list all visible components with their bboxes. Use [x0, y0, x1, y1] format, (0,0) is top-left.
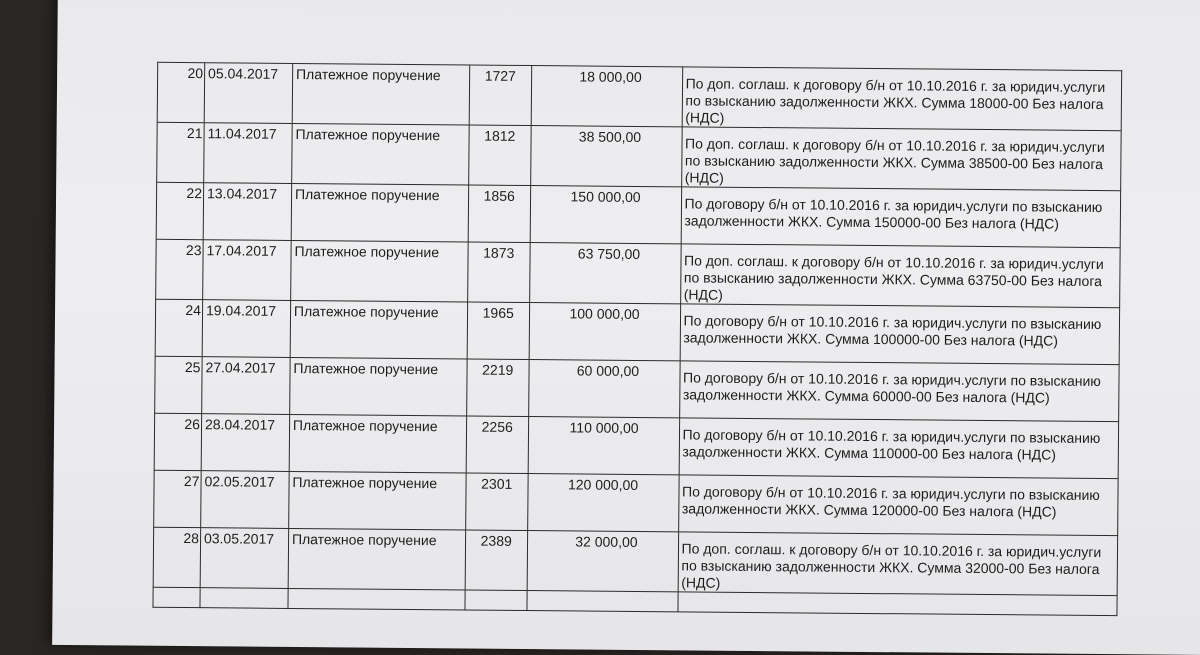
payment-amount: 100 000,00 [529, 303, 680, 361]
document-type: Платежное поручение [291, 240, 468, 302]
payment-purpose: По доп. соглаш. к договору б/н от 10.10.2016 г. за юридич.услуги по взысканию задолженности ЖКХ. Сумма 18000-00 Без налога (НДС) [682, 67, 1122, 131]
table-row [154, 413, 1118, 478]
document-type: Платежное поручение [289, 414, 466, 473]
document-type: Платежное поручение [292, 63, 469, 125]
document-number: 1856 [468, 185, 530, 243]
row-number-cut [153, 587, 200, 607]
document-number: 1812 [468, 125, 530, 186]
table-row [157, 122, 1121, 190]
payment-purpose: По договору б/н от 10.10.2016 г. за юридич.услуги по взысканию задолженности ЖКХ. Сумма 60000-00 Без налога (НДС) [679, 361, 1119, 422]
document-type: Платежное поручение [292, 123, 469, 185]
document-type: Платежное поручение [289, 471, 466, 530]
row-number: 26 [154, 413, 201, 470]
document-type-cut [288, 588, 465, 610]
table-row [156, 239, 1120, 307]
payment-date: 27.04.2017 [202, 357, 290, 415]
row-number: 28 [153, 527, 200, 587]
document-number: 2389 [465, 530, 527, 591]
table-row [156, 182, 1120, 247]
payment-purpose: По договору б/н от 10.10.2016 г. за юридич.услуги по взысканию задолженности ЖКХ. Сумма 100000-00 Без налога (НДС) [680, 304, 1120, 365]
payment-purpose: По доп. соглаш. к договору б/н от 10.10.2016 г. за юридич.услуги по взысканию задолженности ЖКХ. Сумма 32000-00 Без налога (НДС) [678, 532, 1118, 596]
table-row [153, 527, 1117, 595]
payment-purpose: По доп. соглаш. к договору б/н от 10.10.2016 г. за юридич.услуги по взысканию задолженности ЖКХ. Сумма 63750-00 Без налога (НДС) [680, 244, 1120, 308]
document-type: Платежное поручение [288, 528, 465, 590]
payment-amount: 120 000,00 [527, 474, 678, 532]
payment-date: 17.04.2017 [203, 240, 291, 301]
payment-amount: 150 000,00 [530, 186, 681, 244]
payment-date: 28.04.2017 [201, 414, 289, 472]
row-number: 27 [154, 470, 201, 527]
payment-amount-cut [527, 591, 678, 612]
row-number: 22 [156, 182, 203, 239]
payment-purpose: По договору б/н от 10.10.2016 г. за юридич.услуги по взысканию задолженности ЖКХ. Сумма 150000-00 Без налога (НДС) [681, 187, 1121, 248]
row-number: 24 [155, 299, 202, 356]
document-number: 1965 [467, 302, 529, 360]
payment-date: 03.05.2017 [200, 528, 288, 589]
document-number: 2301 [465, 473, 527, 531]
row-number: 20 [157, 62, 204, 122]
payment-amount: 63 750,00 [529, 243, 680, 304]
document-number-cut [465, 590, 527, 611]
payment-purpose: По договору б/н от 10.10.2016 г. за юридич.услуги по взысканию задолженности ЖКХ. Сумма 110000-00 Без налога (НДС) [679, 418, 1119, 479]
payment-date: 19.04.2017 [202, 300, 290, 358]
payment-amount: 32 000,00 [527, 531, 678, 592]
payment-amount: 60 000,00 [528, 360, 679, 418]
payment-purpose: По договору б/н от 10.10.2016 г. за юридич.услуги по взысканию задолженности ЖКХ. Сумма 120000-00 Без налога (НДС) [678, 475, 1118, 536]
payment-amount: 18 000,00 [531, 66, 682, 127]
document-number: 2256 [466, 416, 528, 474]
document-type: Платежное поручение [290, 357, 467, 416]
row-number: 21 [157, 122, 204, 182]
row-number: 23 [156, 239, 203, 299]
payment-purpose: По доп. соглаш. к договору б/н от 10.10.2016 г. за юридич.услуги по взысканию задолженности ЖКХ. Сумма 38500-00 Без налога (НДС) [681, 127, 1121, 191]
table-row [157, 62, 1121, 130]
payment-date: 11.04.2017 [204, 123, 292, 184]
payment-date: 02.05.2017 [201, 471, 289, 529]
payment-date: 05.04.2017 [204, 63, 292, 124]
row-number: 25 [155, 356, 202, 413]
payments-table [152, 62, 1122, 616]
table-row [155, 356, 1119, 421]
document-number: 2219 [466, 359, 528, 417]
payment-purpose-cut [678, 592, 1118, 616]
document-type: Платежное поручение [291, 183, 468, 242]
payment-date: 13.04.2017 [203, 183, 291, 241]
payment-date-cut [200, 588, 288, 609]
payment-amount: 38 500,00 [530, 126, 681, 187]
table-row [154, 470, 1118, 535]
paper-sheet [52, 0, 1200, 655]
payment-amount: 110 000,00 [528, 417, 679, 475]
table-row [155, 299, 1119, 364]
document-number: 1873 [467, 242, 529, 303]
document-type: Платежное поручение [290, 300, 467, 359]
document-number: 1727 [469, 65, 531, 126]
